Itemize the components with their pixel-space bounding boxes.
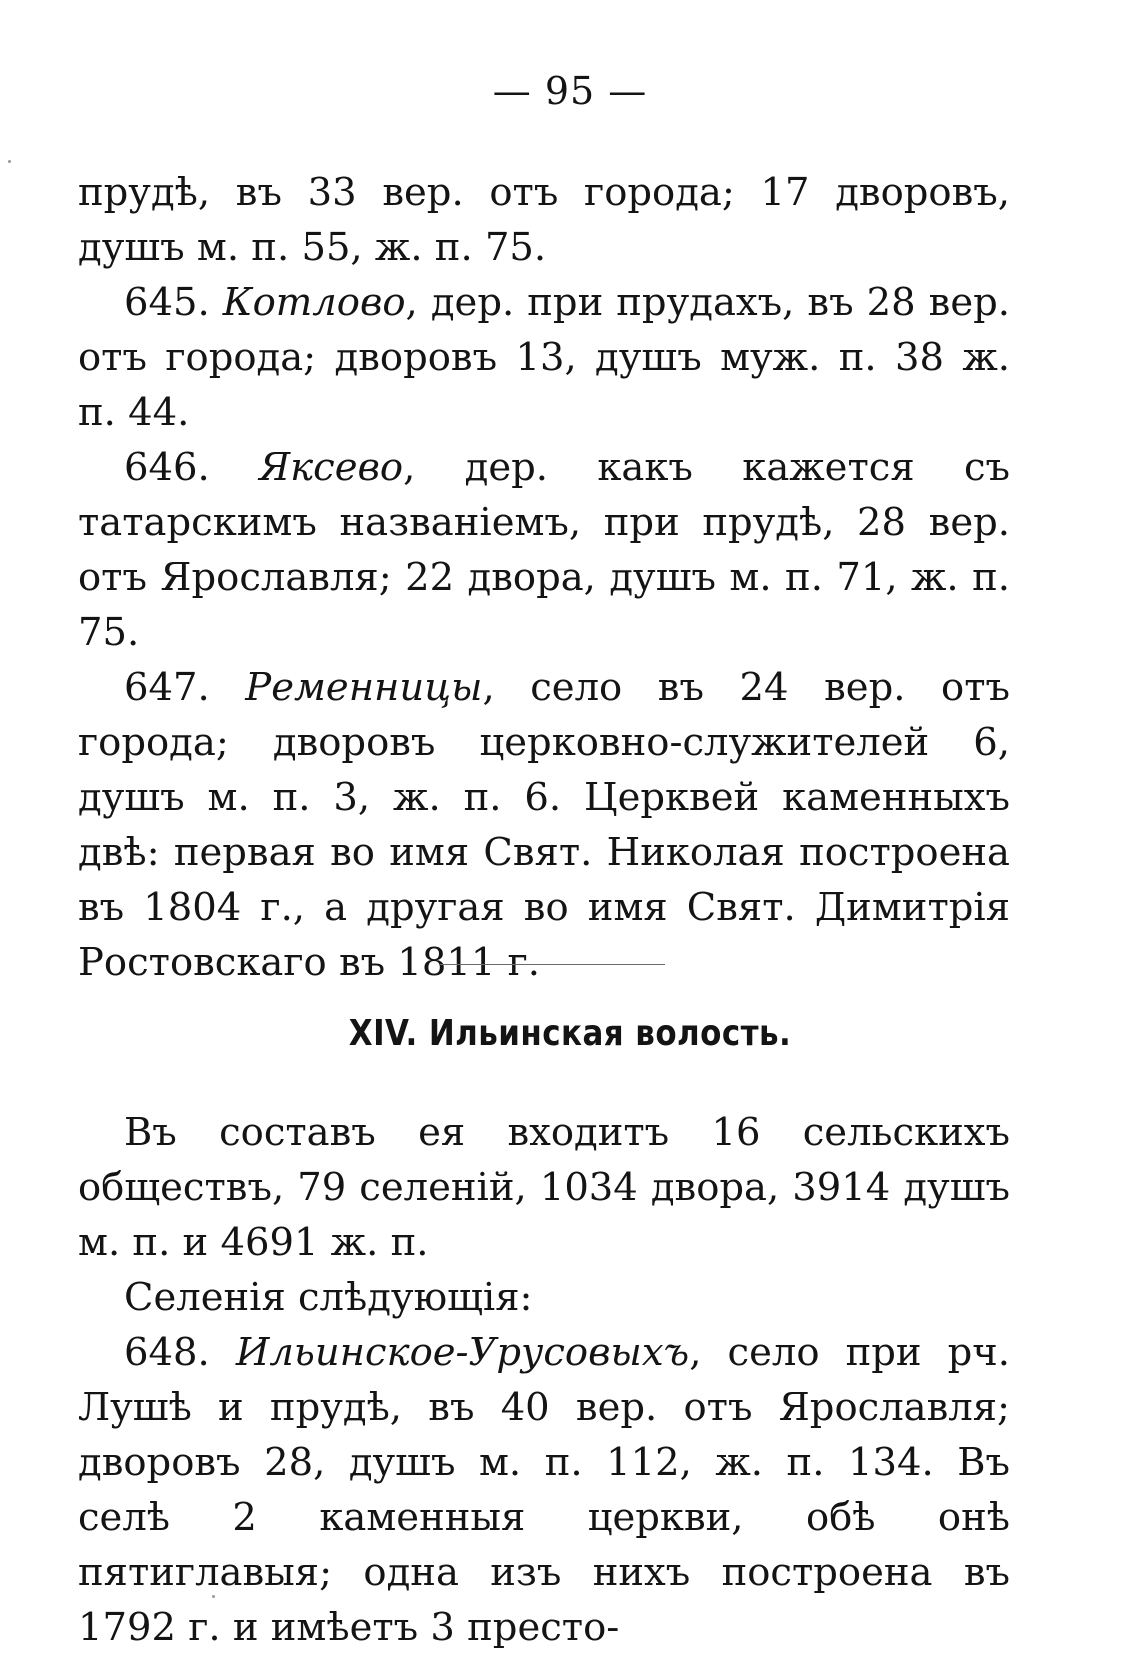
section-list-label: Селенія слѣдующія:: [124, 1275, 533, 1320]
entry-name: Ильинское-Урусовыхъ: [235, 1330, 690, 1375]
entry-648: [78, 1325, 1010, 1655]
entry-text: , село при рч. Лушѣ и прудѣ, въ 40 вер. отъ Ярославля; дворовъ 28, душъ м. п. 112, ж. п. 134. Въ селѣ 2 каменныя церкви, обѣ онѣ пятиглавыя; одна изъ нихъ построена въ 1792 г. и имѣетъ 3 престо-: [78, 1330, 1010, 1650]
page-number: — 95 —: [492, 69, 648, 113]
entry-number: 648.: [124, 1330, 236, 1375]
section-heading: XIV. Ильинская волость.: [348, 1013, 792, 1054]
section-divider: [440, 964, 665, 965]
entry-text: прудѣ, въ 33 вер. отъ города; 17 дворовъ, душъ м. п. 55, ж. п. 75.: [78, 170, 1010, 270]
entry-text: , дер. при прудахъ, въ 28 вер. отъ города; дворовъ 13, душъ муж. п. 38 ж. п. 44.: [78, 280, 1010, 435]
entry-name: Котлово: [222, 280, 406, 325]
scan-speck: [212, 1595, 215, 1598]
scan-speck: [8, 160, 11, 163]
section-body: [78, 1105, 1010, 1655]
entry-continuation: [78, 165, 1010, 275]
entry-645: [78, 275, 1010, 440]
entry-646: [78, 440, 1010, 660]
entry-name: Яксево: [259, 445, 404, 490]
entry-number: 645.: [124, 280, 223, 325]
entry-name: Ременницы: [245, 665, 483, 710]
entry-number: 647.: [124, 665, 246, 710]
entry-text: , дер. какъ кажется съ татарскимъ названіемъ, при прудѣ, 28 вер. отъ Ярославля; 22 двора, душъ м. п. 71, ж. п. 75.: [78, 445, 1011, 655]
entry-text: , село въ 24 вер. отъ города; дворовъ церковно-служителей 6, душъ м. п. 3, ж. п. 6. Церквей каменныхъ двѣ: первая во имя Свят. Николая построена въ 1804 г., а другая во имя Свят. Димитрія Ростовскаго въ 1811 г.: [78, 665, 1010, 985]
entries-top: [78, 165, 1010, 990]
section-intro: Въ составъ ея входитъ 16 сельскихъ обществъ, 79 селеній, 1034 двора, 3914 душъ м. п. и 4691 ж. п.: [78, 1110, 1010, 1265]
entry-number: 646.: [124, 445, 260, 490]
entry-647: [78, 660, 1010, 990]
